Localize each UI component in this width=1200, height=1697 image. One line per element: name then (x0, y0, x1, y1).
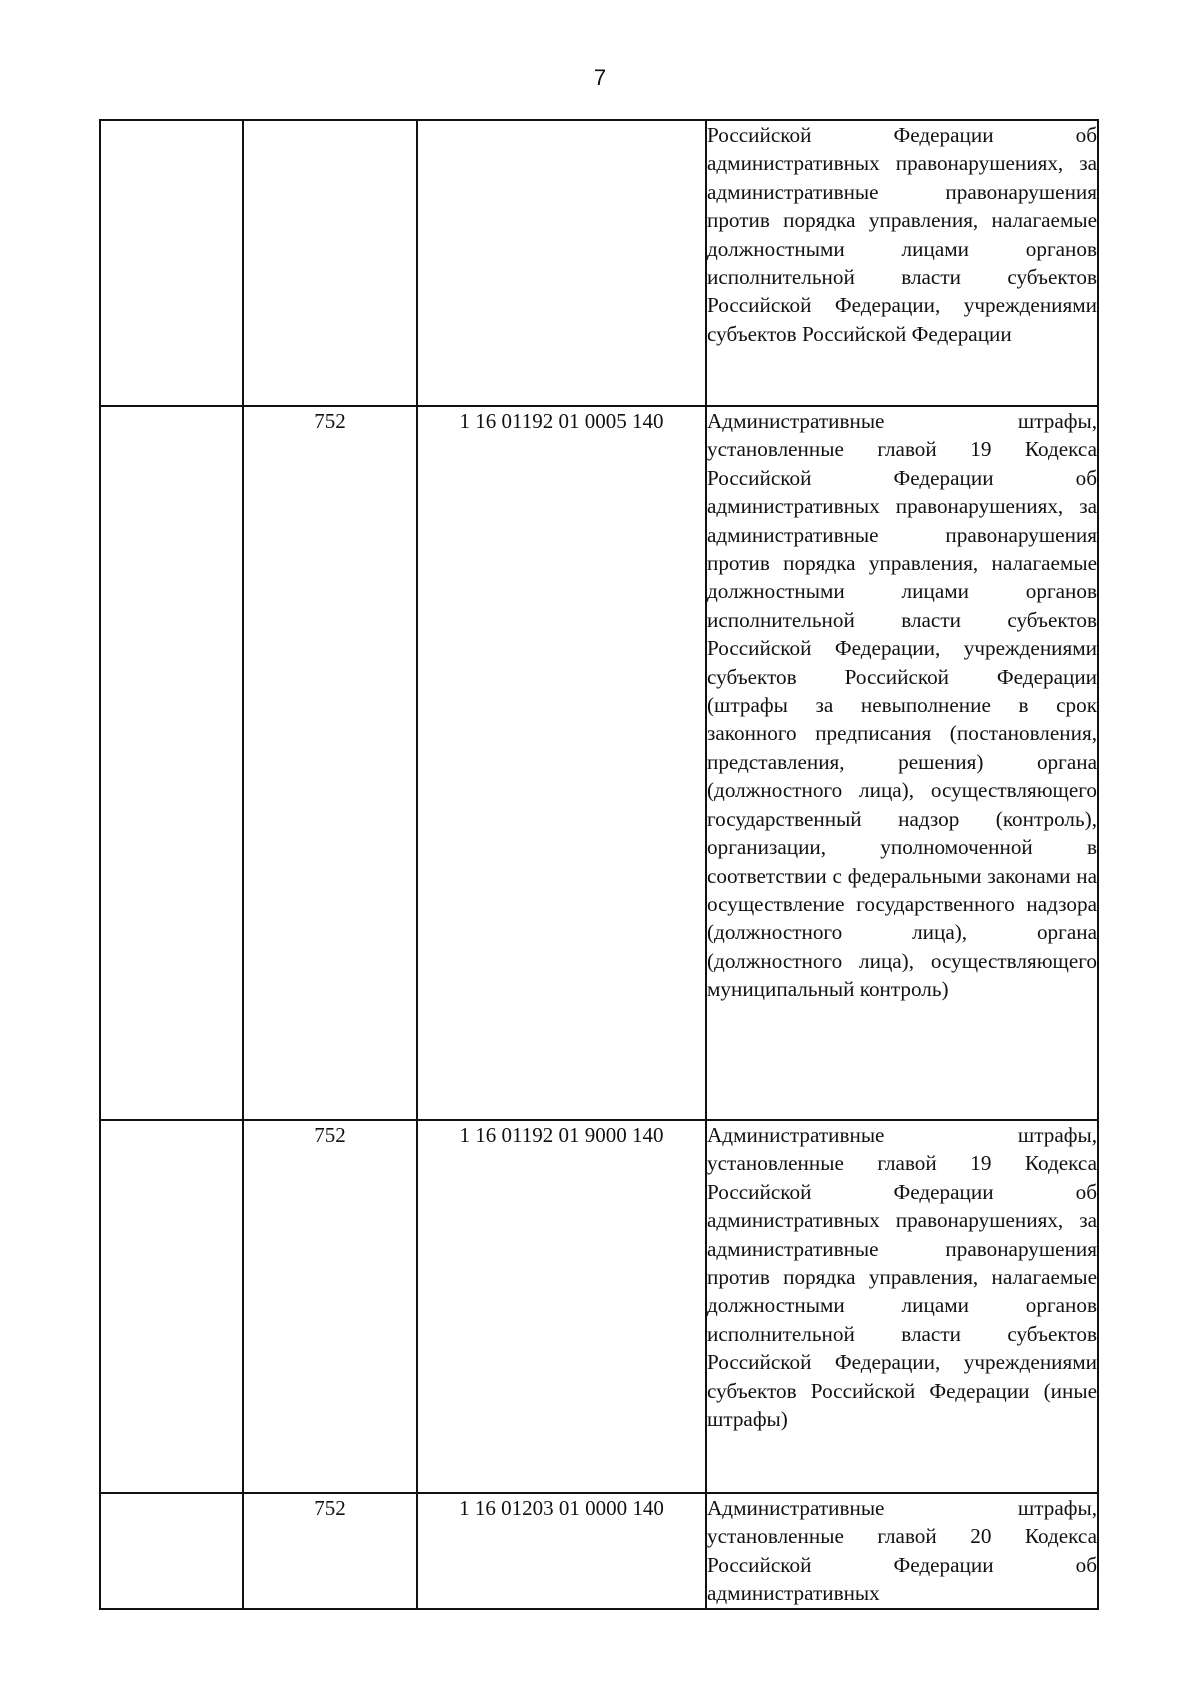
cell-kbk-code (417, 120, 706, 406)
cell-kbk-code: 1 16 01192 01 0005 140 (417, 406, 706, 1120)
cell-description: Административные штрафы, установленные главой 19 Кодекса Российской Федерации об административных правонарушениях, за административные правонарушения против порядка управления, налагаемые должностными лицами органов исполнительной власти субъектов Российской Федерации, учреждениями субъектов Российской Федерации (иные штрафы) (706, 1120, 1098, 1493)
cell-admin-code: 752 (243, 406, 417, 1120)
cell-description: Российской Федерации об административных правонарушениях, за административные правонарушения против порядка управления, налагаемые должностными лицами органов исполнительной власти субъектов Российской Федерации, учреждениями субъектов Российской Федерации (706, 120, 1098, 406)
cell-kbk-code: 1 16 01203 01 0000 140 (417, 1493, 706, 1609)
cell-empty (100, 1493, 243, 1609)
page-number: 7 (593, 65, 607, 90)
cell-description: Административные штрафы, установленные главой 19 Кодекса Российской Федерации об административных правонарушениях, за административные правонарушения против порядка управления, налагаемые должностными лицами органов исполнительной власти субъектов Российской Федерации, учреждениями субъектов Российской Федерации (штрафы за невыполнение в срок законного предписания (постановления, представления, решения) органа (должностного лица), осуществляющего государственный надзор (контроль), организации, уполномоченной в соответствии с федеральными законами на осуществление государственного надзора (должностного лица), органа (должностного лица), осуществляющего муниципальный контроль) (706, 406, 1098, 1120)
cell-admin-code: 752 (243, 1493, 417, 1609)
cell-empty (100, 1120, 243, 1493)
cell-admin-code: 752 (243, 1120, 417, 1493)
table-row (100, 120, 1098, 406)
cell-description: Административные штрафы, установленные главой 20 Кодекса Российской Федерации об административных (706, 1493, 1098, 1609)
budget-classification-table (99, 119, 1099, 1610)
table-row (100, 406, 1098, 1120)
cell-kbk-code: 1 16 01192 01 9000 140 (417, 1120, 706, 1493)
table-row (100, 1493, 1098, 1609)
table-row (100, 1120, 1098, 1493)
cell-admin-code (243, 120, 417, 406)
cell-empty (100, 406, 243, 1120)
cell-empty (100, 120, 243, 406)
